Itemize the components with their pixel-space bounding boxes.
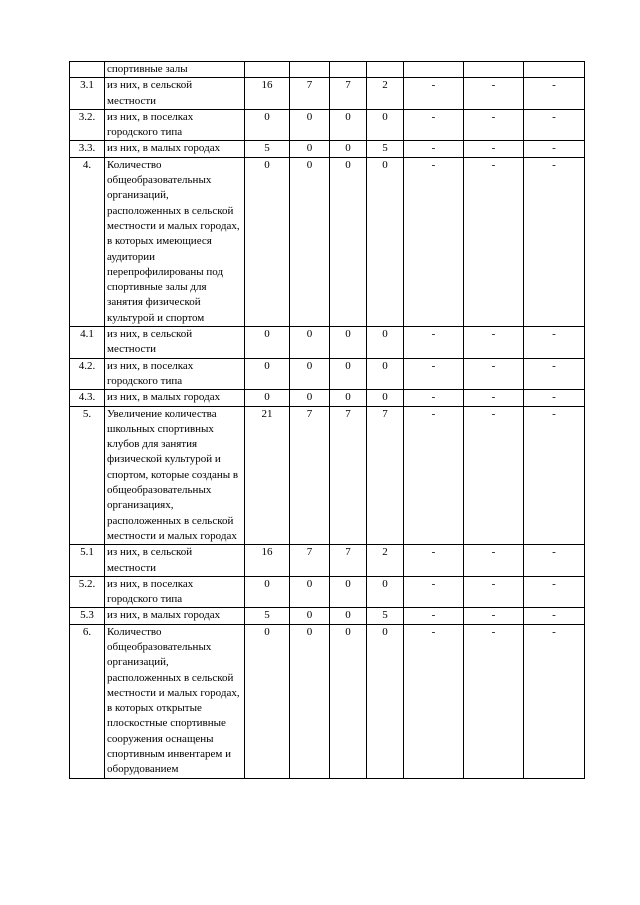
value-cell — [367, 62, 404, 78]
value-cell: - — [404, 157, 464, 326]
indicator-name: Количество общеобразовательных организаций, расположенных в сельской местности и малых городах, в которых открытые плоскостные спортивные сооружения оснащены спортивным инвентарем и оборудованием — [105, 624, 245, 778]
value-cell: - — [524, 608, 585, 624]
table-row — [70, 406, 585, 545]
value-cell: 0 — [245, 390, 290, 406]
table-row — [70, 109, 585, 141]
value-cell: - — [404, 390, 464, 406]
value-cell: - — [404, 327, 464, 359]
value-cell: 0 — [290, 157, 330, 326]
value-cell: - — [404, 78, 464, 110]
value-cell: 21 — [245, 406, 290, 545]
row-number: 3.2. — [70, 109, 105, 141]
row-number — [70, 62, 105, 78]
value-cell: - — [524, 358, 585, 390]
value-cell: 0 — [367, 157, 404, 326]
value-cell: 0 — [330, 109, 367, 141]
value-cell: 0 — [245, 624, 290, 778]
indicator-name: из них, в сельской местности — [105, 545, 245, 577]
value-cell: - — [464, 327, 524, 359]
value-cell: - — [464, 624, 524, 778]
value-cell: 0 — [330, 141, 367, 157]
value-cell: - — [524, 78, 585, 110]
value-cell: - — [524, 109, 585, 141]
row-number: 4. — [70, 157, 105, 326]
value-cell: - — [464, 406, 524, 545]
value-cell: - — [524, 576, 585, 608]
value-cell: 0 — [290, 576, 330, 608]
value-cell: 5 — [245, 141, 290, 157]
row-number: 6. — [70, 624, 105, 778]
value-cell: 0 — [290, 608, 330, 624]
value-cell: - — [464, 576, 524, 608]
row-number: 5. — [70, 406, 105, 545]
value-cell: - — [404, 624, 464, 778]
value-cell: 5 — [367, 608, 404, 624]
value-cell: 0 — [367, 576, 404, 608]
value-cell: 0 — [245, 109, 290, 141]
table-row — [70, 624, 585, 778]
value-cell: - — [404, 358, 464, 390]
table-row — [70, 608, 585, 624]
value-cell: - — [464, 545, 524, 577]
indicator-name: из них, в малых городах — [105, 141, 245, 157]
table-row — [70, 390, 585, 406]
value-cell — [464, 62, 524, 78]
indicator-name: из них, в поселках городского типа — [105, 358, 245, 390]
value-cell: 0 — [290, 327, 330, 359]
value-cell: 0 — [330, 608, 367, 624]
value-cell: 5 — [367, 141, 404, 157]
table-row — [70, 545, 585, 577]
value-cell: - — [404, 406, 464, 545]
value-cell: - — [404, 576, 464, 608]
indicator-name: из них, в малых городах — [105, 390, 245, 406]
value-cell: 7 — [367, 406, 404, 545]
row-number: 3.1 — [70, 78, 105, 110]
value-cell: - — [464, 141, 524, 157]
row-number: 4.1 — [70, 327, 105, 359]
row-number: 3.3. — [70, 141, 105, 157]
value-cell — [524, 62, 585, 78]
value-cell: - — [464, 78, 524, 110]
indicator-name: спортивные залы — [105, 62, 245, 78]
value-cell: - — [464, 157, 524, 326]
row-number: 5.1 — [70, 545, 105, 577]
value-cell: - — [404, 141, 464, 157]
value-cell: 0 — [330, 624, 367, 778]
value-cell: 7 — [290, 406, 330, 545]
value-cell: - — [404, 608, 464, 624]
indicator-name: Увеличение количества школьных спортивных клубов для занятия физической культурой и спортом, которые созданы в общеобразовательных организациях, расположенных в сельской местности и малых городах — [105, 406, 245, 545]
table-row — [70, 576, 585, 608]
value-cell: - — [524, 157, 585, 326]
value-cell: 16 — [245, 78, 290, 110]
value-cell: 0 — [290, 141, 330, 157]
value-cell — [290, 62, 330, 78]
value-cell: 0 — [290, 624, 330, 778]
value-cell: - — [524, 327, 585, 359]
value-cell: 0 — [245, 576, 290, 608]
value-cell: 7 — [330, 406, 367, 545]
indicator-name: из них, в малых городах — [105, 608, 245, 624]
value-cell: - — [524, 406, 585, 545]
value-cell — [404, 62, 464, 78]
value-cell: 2 — [367, 545, 404, 577]
value-cell: 0 — [330, 157, 367, 326]
table-row — [70, 157, 585, 326]
value-cell: - — [524, 390, 585, 406]
value-cell: 5 — [245, 608, 290, 624]
value-cell — [330, 62, 367, 78]
table-row — [70, 62, 585, 78]
row-number: 5.2. — [70, 576, 105, 608]
value-cell: 0 — [290, 358, 330, 390]
value-cell: 7 — [330, 545, 367, 577]
value-cell: 0 — [330, 327, 367, 359]
table-row — [70, 327, 585, 359]
value-cell: - — [464, 608, 524, 624]
value-cell: - — [464, 390, 524, 406]
value-cell: 0 — [245, 327, 290, 359]
table-row — [70, 141, 585, 157]
value-cell: - — [524, 545, 585, 577]
value-cell: 7 — [330, 78, 367, 110]
table-row — [70, 358, 585, 390]
value-cell: 0 — [330, 358, 367, 390]
value-cell: - — [524, 141, 585, 157]
row-number: 4.2. — [70, 358, 105, 390]
value-cell: 16 — [245, 545, 290, 577]
value-cell: - — [524, 624, 585, 778]
value-cell: - — [464, 358, 524, 390]
indicator-name: из них, в поселках городского типа — [105, 576, 245, 608]
indicator-name: Количество общеобразовательных организаций, расположенных в сельской местности и малых городах, в которых имеющиеся аудитории перепрофилированы под спортивные залы для занятия физической культурой и спортом — [105, 157, 245, 326]
value-cell: 2 — [367, 78, 404, 110]
value-cell: 0 — [290, 390, 330, 406]
value-cell: 0 — [367, 327, 404, 359]
value-cell: 0 — [367, 390, 404, 406]
indicator-name: из них, в сельской местности — [105, 78, 245, 110]
value-cell: 0 — [330, 576, 367, 608]
value-cell: 0 — [330, 390, 367, 406]
value-cell: 0 — [245, 157, 290, 326]
value-cell: 7 — [290, 545, 330, 577]
value-cell: 0 — [245, 358, 290, 390]
indicators-table — [69, 61, 585, 779]
table-row — [70, 78, 585, 110]
value-cell: 0 — [367, 109, 404, 141]
value-cell — [245, 62, 290, 78]
indicator-name: из них, в поселках городского типа — [105, 109, 245, 141]
value-cell: 0 — [367, 358, 404, 390]
value-cell: - — [404, 109, 464, 141]
value-cell: 7 — [290, 78, 330, 110]
value-cell: 0 — [367, 624, 404, 778]
value-cell: - — [464, 109, 524, 141]
table-body — [70, 62, 585, 779]
value-cell: - — [404, 545, 464, 577]
row-number: 5.3 — [70, 608, 105, 624]
row-number: 4.3. — [70, 390, 105, 406]
value-cell: 0 — [290, 109, 330, 141]
indicator-name: из них, в сельской местности — [105, 327, 245, 359]
